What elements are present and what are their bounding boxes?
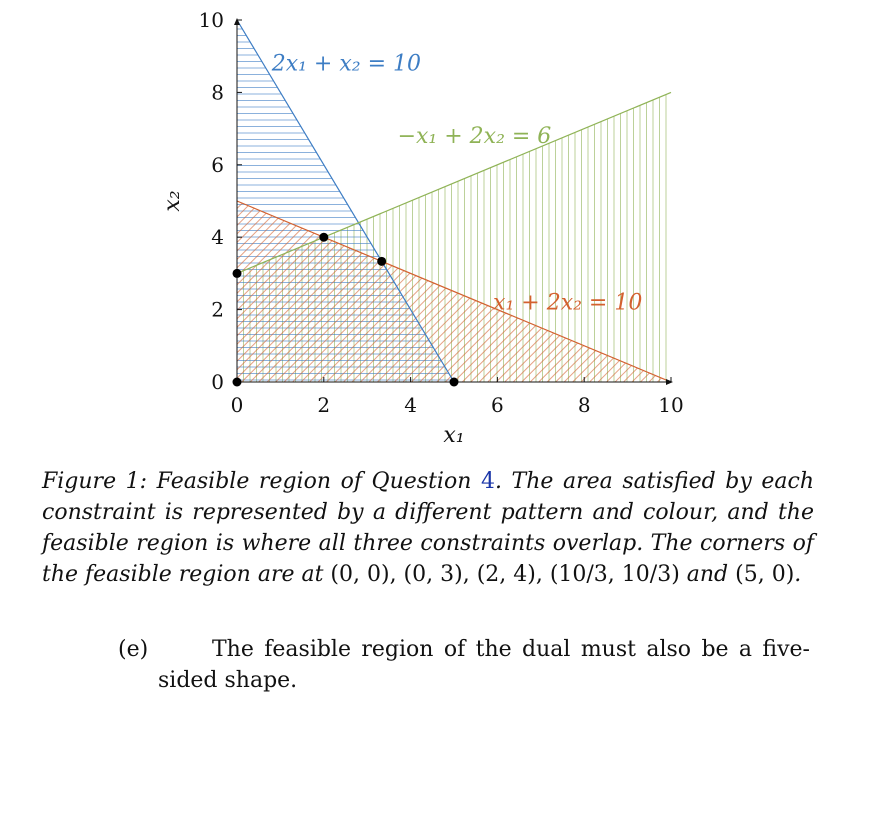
item-label: (e)	[118, 637, 149, 662]
corner-point	[450, 378, 459, 387]
caption-last-point: (5, 0)	[735, 562, 795, 587]
y-axis-arrow	[234, 18, 240, 25]
caption-body: . The area satisfied by each constraint is represented by a different pattern and colour, and the feasible region is where all three constraints overlap. The corners of the feasible region are at	[42, 469, 814, 587]
corner-point	[319, 233, 328, 242]
y-tick-label: 8	[211, 80, 224, 105]
list-item-e	[118, 634, 810, 696]
x-tick-label: 8	[577, 393, 591, 417]
equation-label-x1-2x2-6: −x₁ + 2x₂ = 6	[397, 124, 552, 150]
y-tick-label: 10	[198, 8, 224, 32]
caption-points: (0, 0), (0, 3), (2, 4), (10/3, 10/3)	[330, 562, 680, 587]
caption-question-ref[interactable]: 4	[480, 469, 495, 494]
x-tick-label: 6	[491, 393, 504, 417]
corner-point	[233, 269, 242, 278]
equation-label-2x1-x2-10: 2x₁ + x₂ = 10	[271, 51, 422, 77]
y-tick-label: 0	[211, 370, 224, 394]
caption-end: .	[794, 562, 802, 587]
x-tick-label: 0	[230, 393, 244, 417]
caption-and: and	[679, 562, 736, 587]
y-tick-label: 2	[211, 297, 224, 322]
item-text: The feasible region of the dual must also be a five-sided shape.	[158, 637, 810, 693]
y-tick-label: 6	[211, 152, 224, 177]
x-tick-label: 4	[404, 393, 417, 417]
y-tick-label: 4	[211, 225, 224, 250]
x-axis-label: x₁	[443, 423, 465, 448]
figure-caption	[42, 466, 814, 590]
x-tick-label: 2	[317, 393, 331, 417]
x-tick-label: 10	[658, 393, 684, 417]
corner-point	[377, 257, 386, 266]
y-axis-label: x₂	[160, 190, 185, 212]
equation-label-x1-2x2-10: x₁ + 2x₂ = 10	[493, 290, 643, 316]
corner-point	[233, 378, 242, 387]
caption-prefix: Figure 1: Feasible region of Question	[42, 469, 481, 494]
